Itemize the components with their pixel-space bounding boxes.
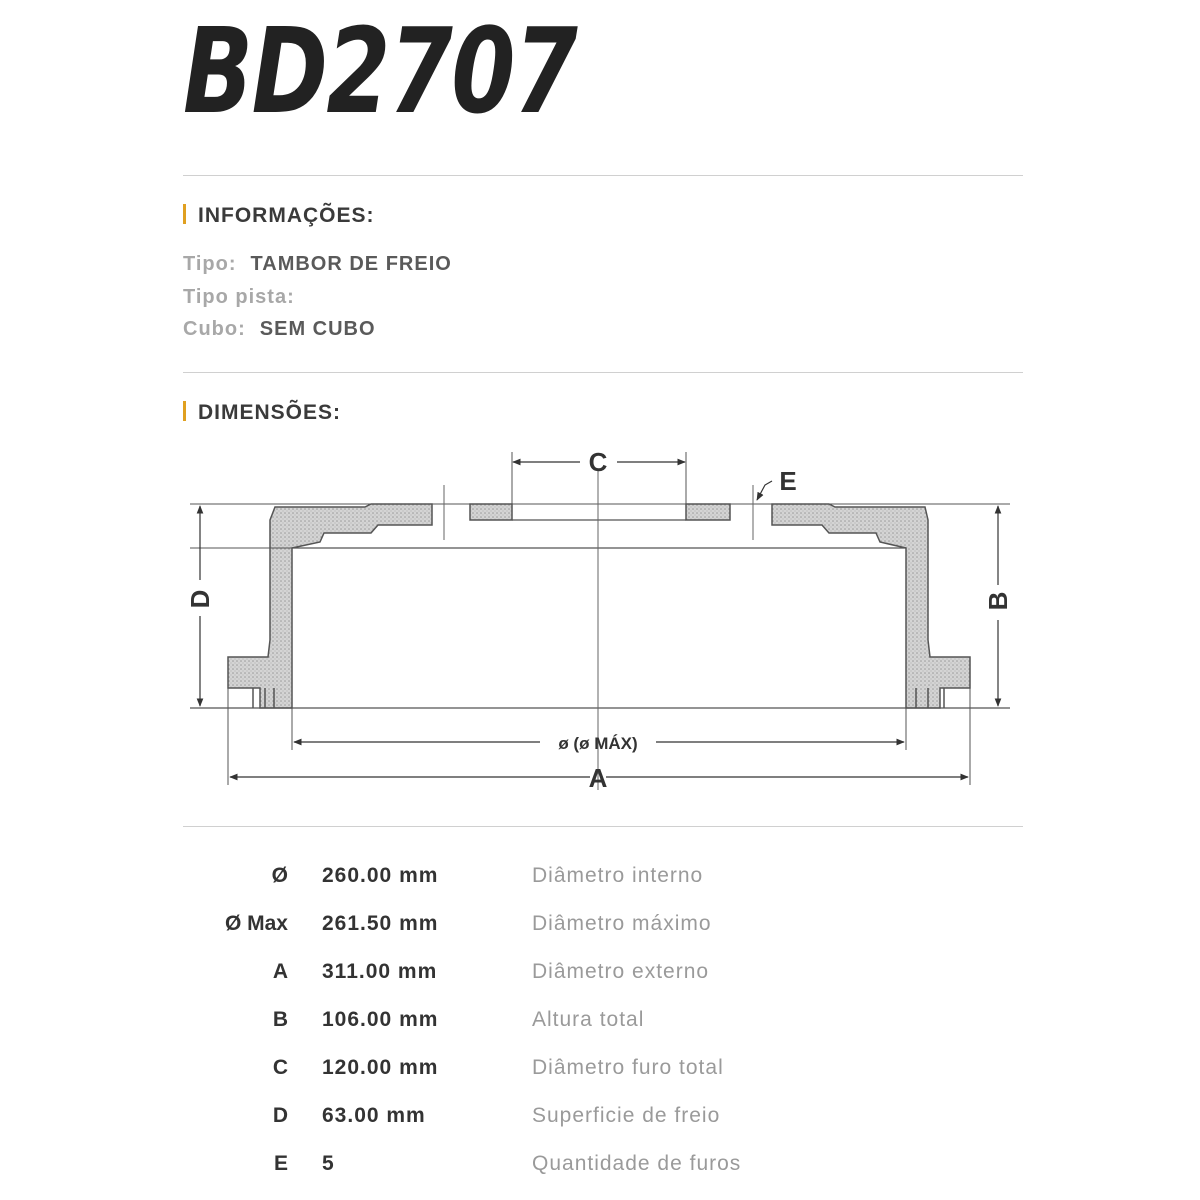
hub-section-left	[470, 504, 512, 520]
spec-value: 106.00 mm	[322, 1008, 439, 1031]
spec-symbol: Ø Max	[224, 912, 288, 935]
dim-e-label: E	[779, 466, 797, 496]
spec-value: 63.00 mm	[322, 1104, 426, 1127]
spec-value: 261.50 mm	[322, 912, 439, 935]
info-value: SEM CUBO	[259, 318, 376, 340]
dimensions-heading-text: DIMENSÕES:	[198, 401, 342, 424]
spec-row	[0, 1152, 1200, 1188]
divider	[183, 826, 1023, 827]
spec-row	[0, 864, 1200, 900]
dim-a-label: A	[588, 763, 608, 793]
spec-row	[0, 1056, 1200, 1092]
spec-symbol: D	[272, 1104, 288, 1127]
info-value: TAMBOR DE FREIO	[250, 253, 452, 275]
spec-symbol: Ø	[271, 864, 288, 887]
dim-diameter-label: ø (ø MÁX)	[558, 734, 638, 753]
spec-description: Diâmetro interno	[532, 864, 704, 887]
dim-e-leader	[757, 481, 772, 500]
spec-value: 120.00 mm	[322, 1056, 439, 1079]
info-label: Tipo pista:	[183, 286, 295, 308]
drum-section-left	[228, 504, 432, 708]
dim-c-label: C	[588, 447, 608, 477]
spec-value: 5	[322, 1152, 335, 1175]
drum-section-right	[772, 504, 970, 708]
info-label: Tipo:	[183, 253, 237, 275]
spec-symbol: B	[272, 1008, 288, 1031]
dim-d-label: D	[185, 589, 215, 609]
spec-row	[0, 1008, 1200, 1044]
hub-section-right	[686, 504, 730, 520]
spec-description: Diâmetro furo total	[532, 1056, 724, 1079]
spec-symbol: E	[273, 1152, 288, 1175]
spec-value: 311.00 mm	[322, 960, 438, 983]
spec-row	[0, 912, 1200, 948]
spec-value: 260.00 mm	[322, 864, 439, 887]
spec-symbol: A	[272, 960, 288, 983]
info-heading-text: INFORMAÇÕES:	[198, 204, 375, 227]
product-code-title: BD2707	[183, 2, 577, 140]
spec-description: Altura total	[532, 1008, 645, 1031]
spec-row	[0, 1104, 1200, 1140]
dim-b-label: B	[983, 591, 1013, 611]
spec-description: Superficie de freio	[532, 1104, 721, 1127]
spec-description: Diâmetro máximo	[532, 912, 712, 935]
spec-symbol: C	[272, 1056, 288, 1079]
spec-row	[0, 960, 1200, 996]
spec-description: Quantidade de furos	[532, 1152, 742, 1175]
info-label: Cubo:	[183, 318, 246, 340]
spec-description: Diâmetro externo	[532, 960, 710, 983]
